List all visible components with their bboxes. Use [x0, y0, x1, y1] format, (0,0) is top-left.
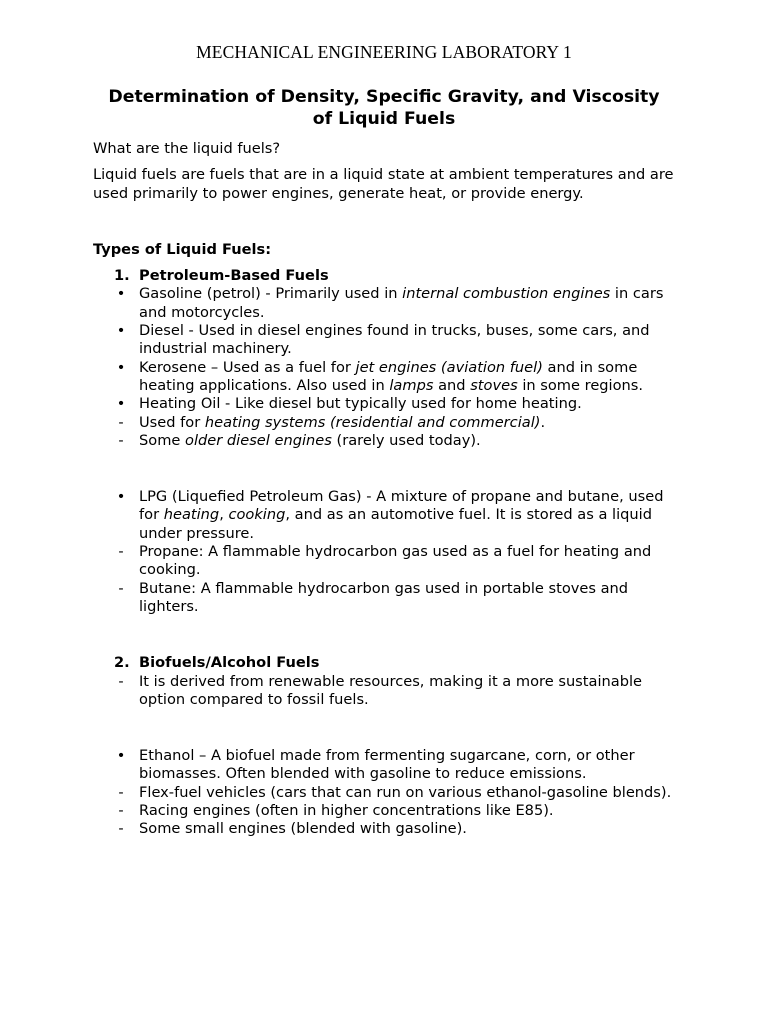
question-text: What are the liquid fuels?: [93, 140, 281, 157]
section-2-heading: [93, 654, 683, 672]
section-1-number: 1.: [114, 267, 130, 285]
list-item-small-engines: - Some small engines (blended with gasoline).: [93, 820, 683, 838]
bullet-icon: •: [116, 322, 126, 340]
list-item-diesel: • Diesel - Used in diesel engines found in trucks, buses, some cars, and industrial machinery.: [93, 322, 683, 359]
types-heading: Types of Liquid Fuels:: [93, 240, 272, 258]
dash-icon: -: [118, 802, 124, 820]
title-line-2: of Liquid Fuels: [312, 109, 456, 129]
dash-icon: -: [118, 579, 124, 597]
dash-icon: -: [118, 672, 124, 690]
bullet-icon: •: [116, 488, 126, 506]
definition-paragraph: Liquid fuels are fuels that are in a liquid state at ambient temperatures and are used primarily to power engines, generate heat, or provide energy.: [93, 166, 674, 202]
dash-icon: -: [118, 783, 124, 801]
dash-icon: -: [118, 543, 124, 561]
list-item-heating-oil: • Heating Oil - Like diesel but typically used for home heating.: [93, 395, 683, 413]
title-line-1: Determination of Density, Specific Gravity, and Viscosity: [108, 87, 660, 107]
dash-icon: -: [118, 820, 124, 838]
list-item-gasoline: • Gasoline (petrol) - Primarily used in internal combustion engines in cars and motorcycles.: [93, 285, 683, 322]
list-item-lpg: • LPG (Liquefied Petroleum Gas) - A mixture of propane and butane, used for heating, cooking, and as an automotive fuel. It is stored as a liquid under pressure.: [93, 488, 683, 543]
document-title: [80, 86, 688, 130]
list-item-older-diesel: - Some older diesel engines (rarely used today).: [93, 432, 683, 450]
list-item-ethanol: • Ethanol – A biofuel made from fermenting sugarcane, corn, or other biomasses. Often blended with gasoline to reduce emissions.: [93, 747, 683, 784]
section-1-heading: [93, 267, 683, 285]
list-item-propane: - Propane: A flammable hydrocarbon gas used as a fuel for heating and cooking.: [93, 543, 683, 580]
section-2-title: Biofuels/Alcohol Fuels: [139, 654, 320, 672]
list-item-kerosene: • Kerosene – Used as a fuel for jet engines (aviation fuel) and in some heating applications. Also used in lamps and stoves in some regions.: [93, 359, 683, 396]
list-item-flex-fuel: - Flex-fuel vehicles (cars that can run on various ethanol-gasoline blends).: [93, 784, 683, 802]
list-item-used-for: - Used for heating systems (residential and commercial).: [93, 414, 683, 432]
dash-icon: -: [118, 413, 124, 431]
bullet-icon: •: [116, 747, 126, 765]
section-1-title: Petroleum-Based Fuels: [139, 267, 329, 285]
list-item-renewable: - It is derived from renewable resources, making it a more sustainable option compared to fossil fuels.: [93, 673, 683, 710]
document-header: MECHANICAL ENGINEERING LABORATORY 1: [196, 42, 572, 62]
dash-icon: -: [118, 431, 124, 449]
section-2-number: 2.: [114, 654, 130, 672]
bullet-icon: •: [116, 285, 126, 303]
bullet-icon: •: [116, 358, 126, 376]
list-item-butane: - Butane: A flammable hydrocarbon gas used in portable stoves and lighters.: [93, 580, 683, 617]
bullet-icon: •: [116, 395, 126, 413]
document-body: [93, 140, 683, 839]
list-item-racing: - Racing engines (often in higher concentrations like E85).: [93, 802, 683, 820]
